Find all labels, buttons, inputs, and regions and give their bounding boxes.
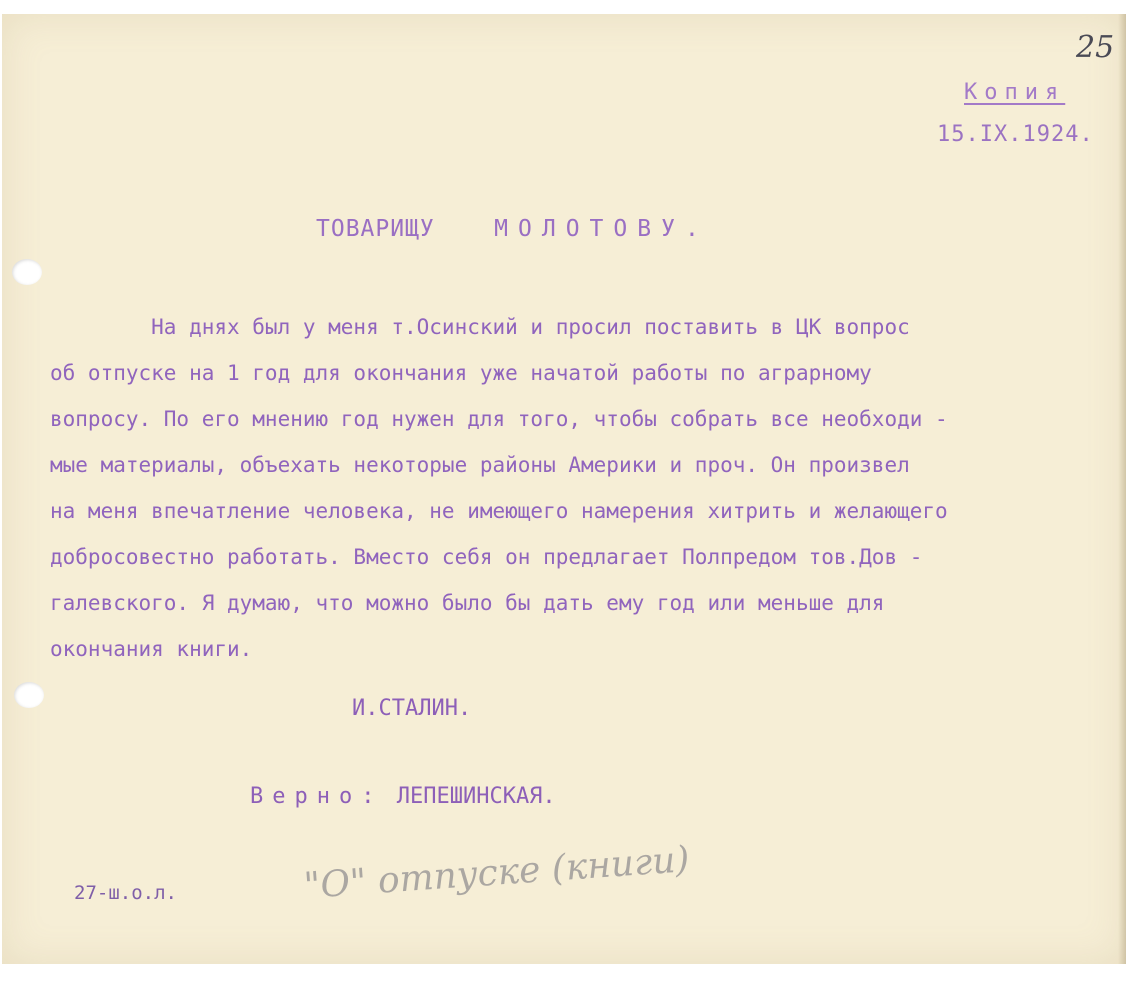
body-line: На днях был у меня т.Осинский и просил поставить в ЦК вопрос — [50, 315, 910, 339]
certified-line — [250, 784, 556, 809]
body-line: на меня впечатление человека, не имеющего намерения хитрить и желающего — [50, 499, 948, 523]
addressee-name: МОЛОТОВУ. — [494, 216, 709, 242]
body-line: добросовестно работать. Вместо себя он предлагает Полпредом тов.Дов - — [50, 545, 923, 569]
body-line: вопросу. По его мнению год нужен для того, чтобы собрать все необходи - — [50, 407, 948, 431]
document-date: 15.IX.1924. — [937, 122, 1094, 147]
punch-hole-top — [12, 259, 42, 285]
body-line: об отпуске на 1 год для окончания уже начатой работы по аграрному — [50, 361, 872, 385]
archive-page-number: 25 — [1076, 30, 1115, 65]
addressee-prefix: ТОВАРИЩУ — [316, 216, 435, 242]
document-page — [2, 14, 1126, 964]
copy-label: Копия — [964, 80, 1066, 105]
body-line: мые материалы, объехать некоторые районы Америки и проч. Он произвел — [50, 453, 910, 477]
body-line: галевского. Я думаю, что можно было бы дать ему год или меньше для — [50, 591, 885, 615]
certified-label: Верно: — [250, 784, 384, 809]
certified-name: ЛЕПЕШИНСКАЯ. — [396, 784, 556, 809]
pencil-annotation: "О" отпуске (книги) — [302, 839, 691, 907]
body-line: окончания книги. — [50, 637, 253, 661]
addressee — [316, 216, 709, 242]
footer-code: 27-ш.о.л. — [74, 882, 177, 904]
signature: И.СТАЛИН. — [352, 696, 472, 721]
punch-hole-bottom — [14, 682, 44, 708]
letter-body — [50, 304, 1120, 672]
